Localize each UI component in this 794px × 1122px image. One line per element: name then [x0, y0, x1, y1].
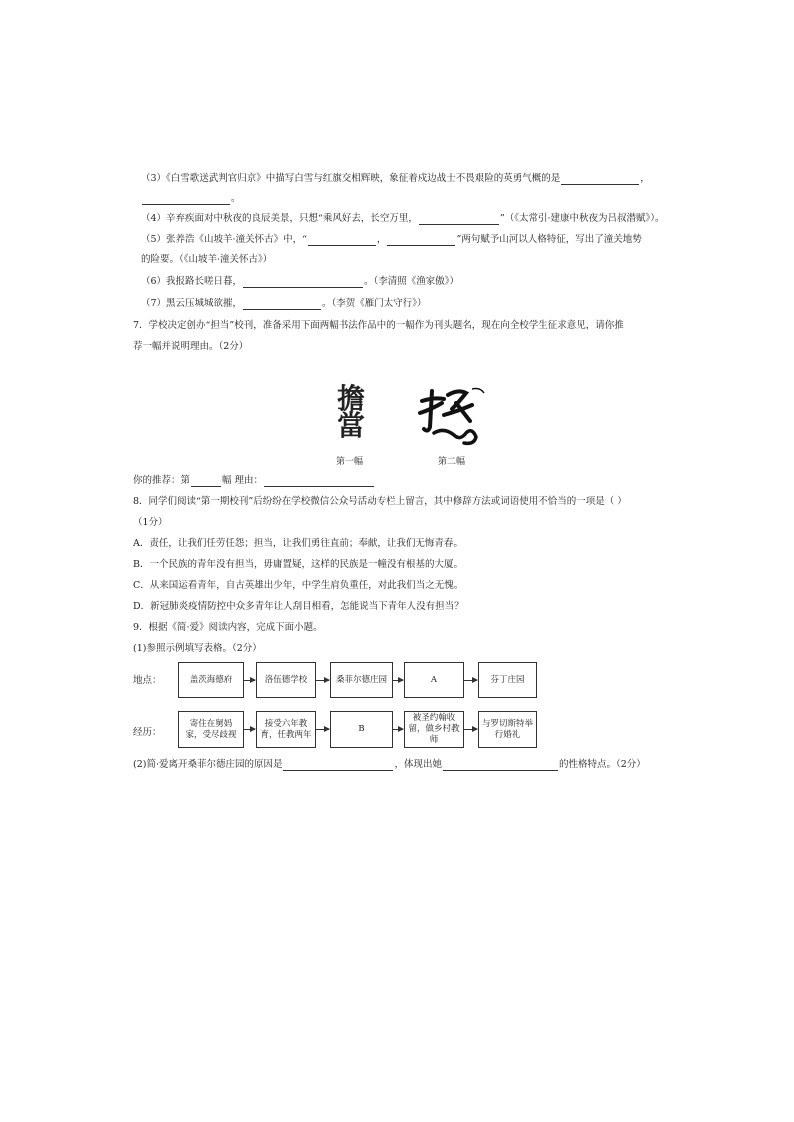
q9-intro: 9．根据《简·爱》阅读内容，完成下面小题。	[133, 622, 323, 633]
place-box-5: 芬丁庄园	[478, 662, 537, 698]
choice-blank[interactable]	[191, 476, 221, 487]
calligraphy-two	[414, 383, 488, 449]
place-box-a[interactable]: A	[404, 662, 464, 698]
q6-item4: （4）辛弃疾面对中秋夜的良辰美景，只想“乘风好去，长空万里， ”（《太常引·建康中秋夜为吕叔潜赋》）。	[141, 213, 665, 224]
arrow-icon	[316, 680, 329, 681]
experience-box-b[interactable]: B	[330, 711, 393, 748]
q7-line1: 7．学校决定创办“担当”校刊，准备采用下面两幅书法作品中的一幅作为刊头题名，现在向全校学生征求意见，请你推	[133, 320, 624, 331]
answer-blank[interactable]	[283, 760, 393, 771]
arrow-icon	[464, 729, 477, 730]
experience-box-4: 被圣约翰收留，做乡村教师	[404, 711, 464, 748]
arrow-icon	[244, 729, 255, 730]
arrow-icon	[393, 680, 403, 681]
q8-option-d[interactable]: D．新冠肺炎疫情防控中众多青年让人刮目相看，怎能说当下青年人没有担当？	[133, 601, 464, 612]
arrow-icon	[464, 680, 477, 681]
caption-one: 第一幅	[336, 457, 364, 467]
arrow-icon	[393, 729, 403, 730]
experience-box-5: 与罗切斯特举行婚礼	[478, 711, 537, 748]
answer-blank[interactable]	[142, 194, 230, 205]
q9-sub2: (2)简·爱离开桑菲尔德庄园的原因是 ，体现出她 的性格特点。（2分）	[133, 759, 646, 770]
label-place: 地点：	[133, 675, 162, 686]
arrow-icon	[316, 729, 329, 730]
q6-item5-line2: 的险要。（《山坡羊·潼关怀古》）	[141, 254, 273, 265]
arrow-icon	[244, 680, 255, 681]
reason-blank[interactable]	[264, 476, 374, 487]
q7-answer: 你的推荐：第 幅 理由：	[133, 475, 375, 487]
answer-blank[interactable]	[561, 174, 639, 185]
answer-blank[interactable]	[443, 760, 558, 771]
q8-line2: （1分）	[133, 517, 168, 528]
q6-item6: （6）我报路长嗟日暮， 。（李清照《渔家傲》）	[141, 276, 460, 287]
place-box-3: 桑菲尔德庄园	[330, 662, 393, 698]
q6-item3-cont: 。	[141, 193, 241, 205]
answer-blank[interactable]	[243, 299, 321, 310]
answer-blank[interactable]	[308, 235, 376, 246]
q7-line2: 荐一幅并说明理由。（2分）	[133, 341, 249, 352]
q6-item3: （3）《白雪歌送武判官归京》中描写白雪与红旗交相辉映，象征着戍边战士不畏艰险的英勇气概的是 ，	[141, 173, 650, 184]
experience-box-1: 寄住在舅妈家，受尽歧视	[178, 711, 244, 748]
q8-option-c[interactable]: C．从来国运看青年，自古英雄出少年，中学生肩负重任，对此我们当之无愧。	[133, 580, 464, 591]
q6-item5: （5）张养浩《山坡羊·潼关怀古》中，“ ， ”两句赋予山河以人格特征，写出了潼关地势	[141, 234, 642, 245]
calligraphy-one: 擔當	[336, 382, 365, 442]
q6-item7: （7）黑云压城城欲摧， 。（李贺《雁门太守行》）	[141, 298, 427, 309]
answer-blank[interactable]	[387, 235, 455, 246]
place-box-1: 盖茨海德府	[178, 662, 244, 698]
caption-two: 第二幅	[438, 457, 466, 467]
q8-option-a[interactable]: A．责任，让我们任劳任怨；担当，让我们勇往直前；奉献，让我们无悔青春。	[133, 538, 463, 549]
q9-sub1: (1)参照示例填写表格。（2分）	[133, 643, 262, 654]
place-box-2: 洛伍德学校	[256, 662, 316, 698]
answer-blank[interactable]	[419, 214, 499, 225]
experience-box-2: 接受六年教育，任教两年	[256, 711, 316, 748]
label-experience: 经历：	[133, 727, 162, 738]
answer-blank[interactable]	[243, 277, 363, 288]
q8-option-b[interactable]: B．一个民族的青年没有担当，毋庸置疑，这样的民族是一幢没有根基的大厦。	[133, 559, 463, 570]
q8-line1: 8．同学们阅读“第一期校刊”后纷纷在学校微信公众号活动专栏上留言，其中修辞方法或词语使用不恰当的一项是（ ）	[133, 496, 627, 507]
